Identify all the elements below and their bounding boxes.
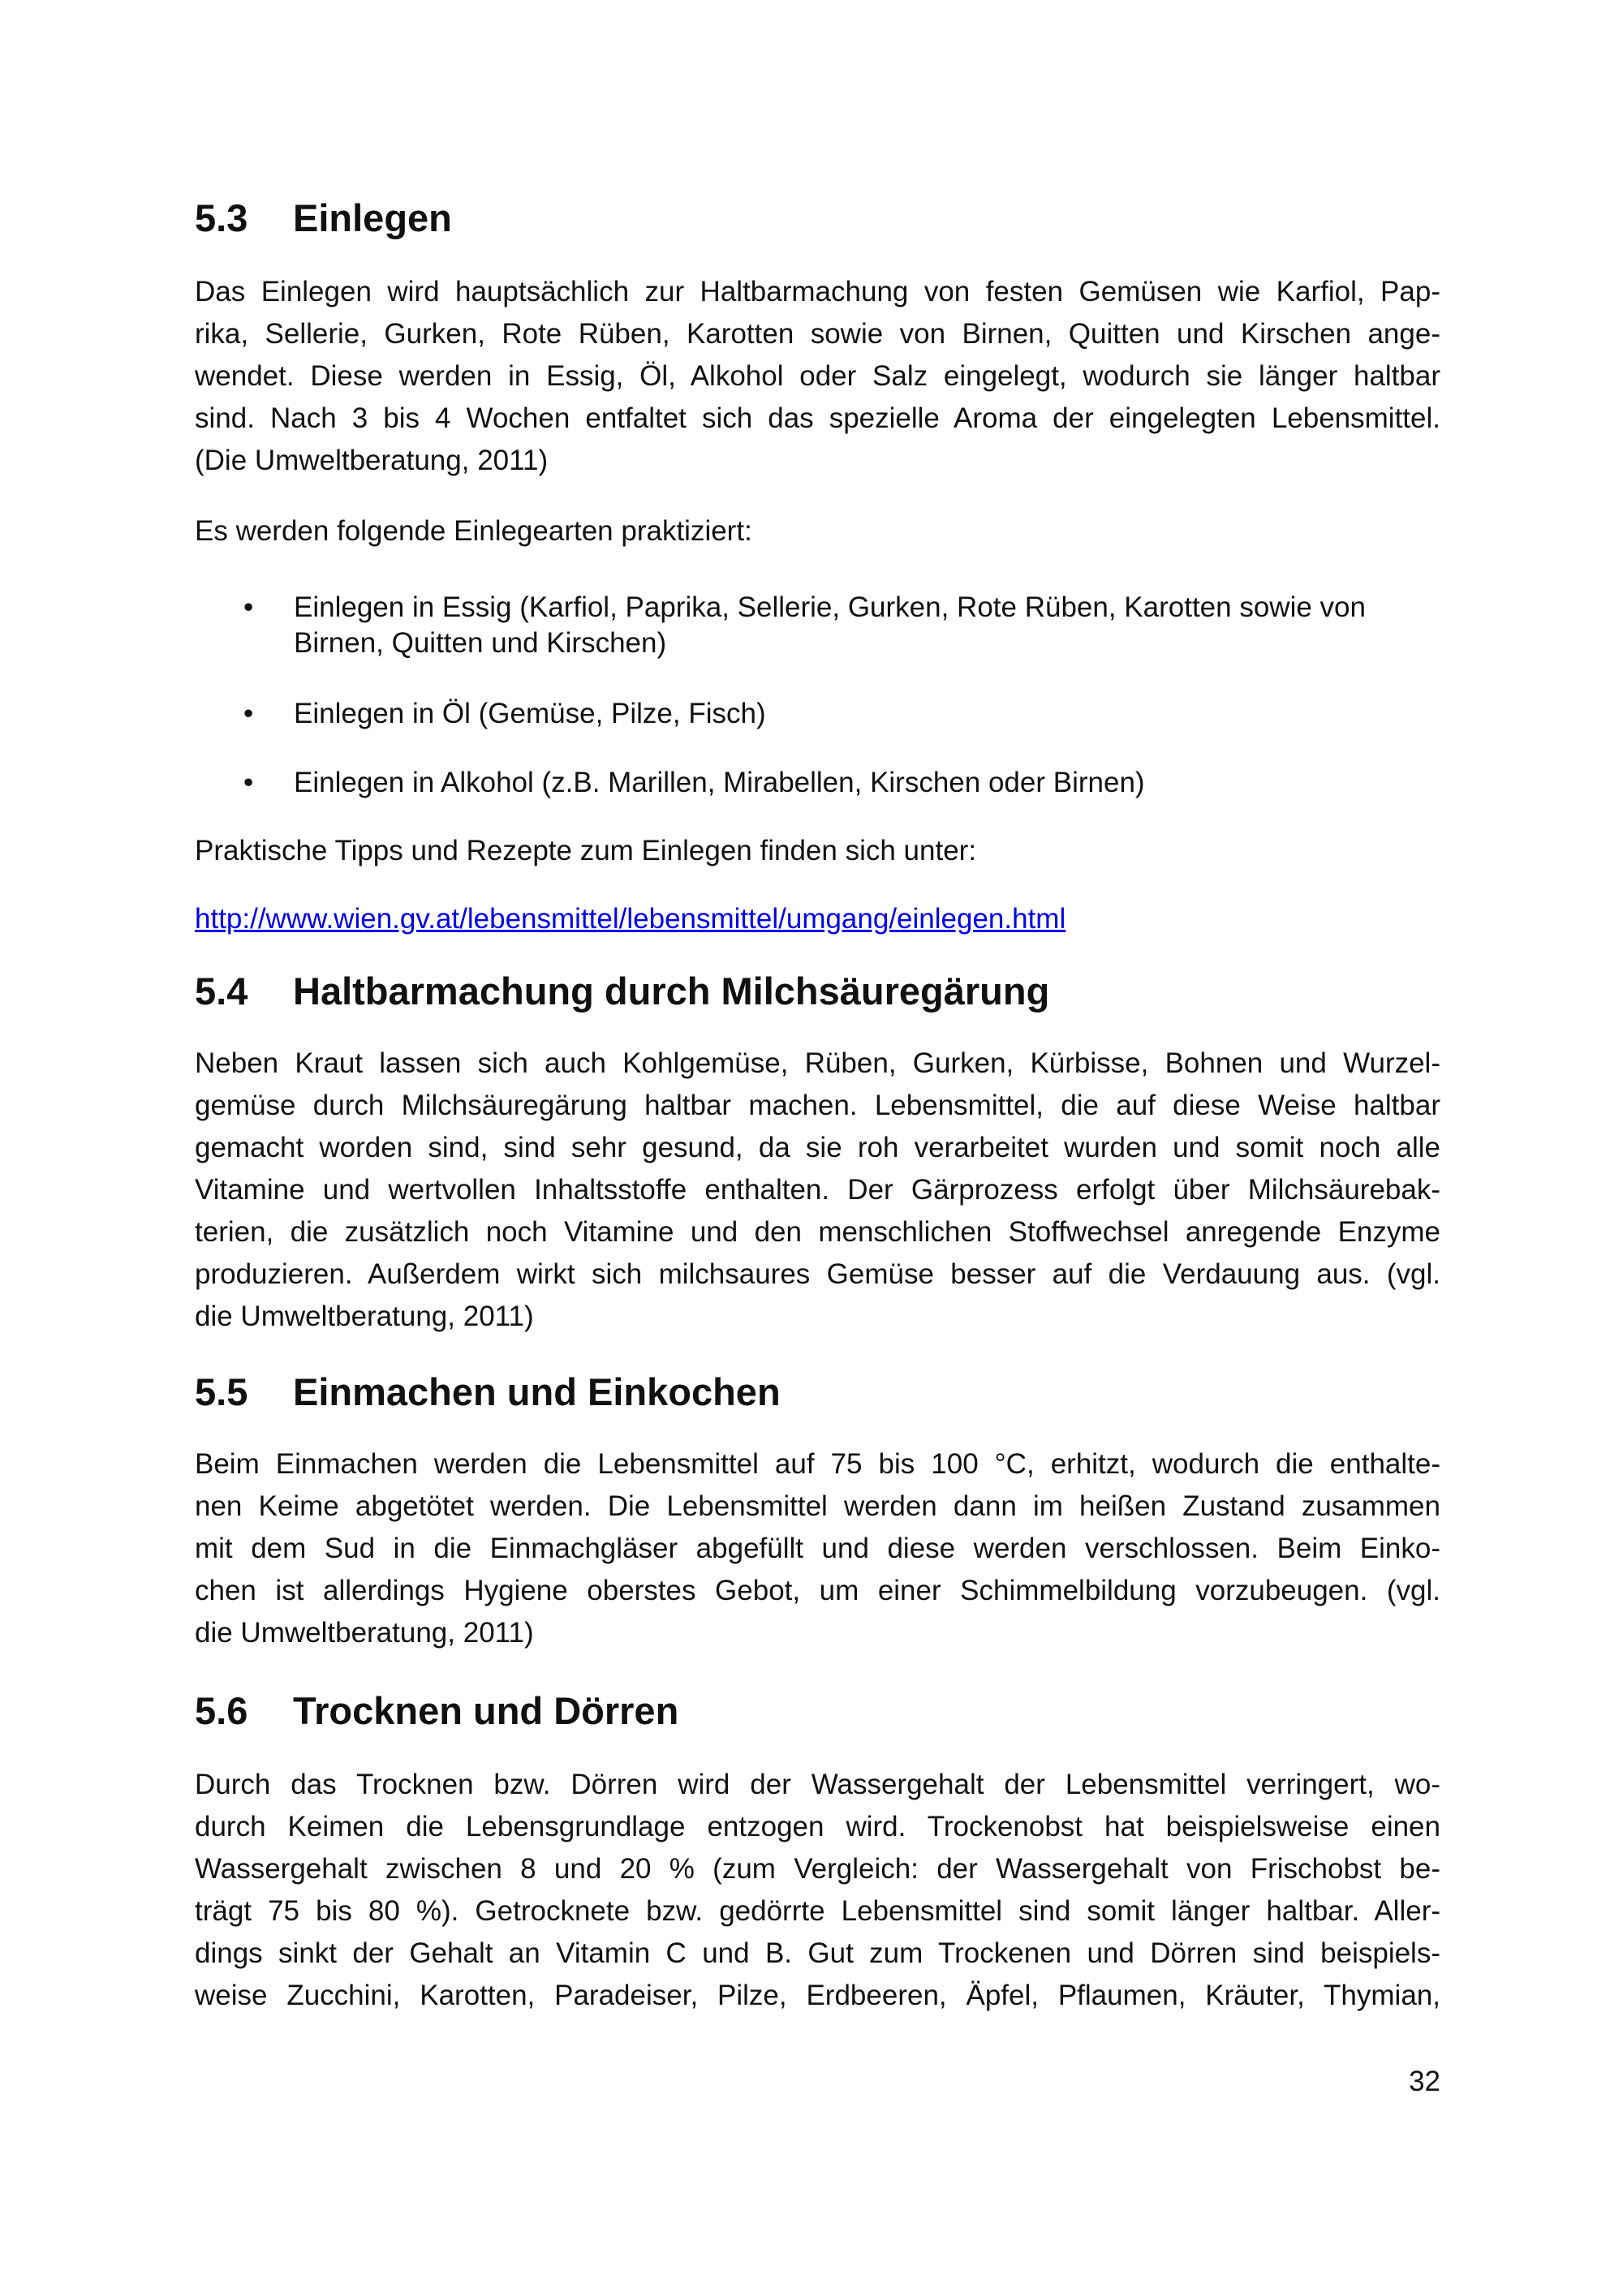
paragraph [195, 1443, 1440, 1654]
paragraph [195, 1043, 1440, 1338]
paragraph-line: gemüse durch Milchsäuregärung haltbar machen. Lebensmittel, die auf diese Weise haltbar [195, 1090, 1440, 1121]
paragraph-line: sind. Nach 3 bis 4 Wochen entfaltet sich das spezielle Aroma der eingelegten Lebensmittel. [195, 402, 1440, 434]
paragraph-line: dings sinkt der Gehalt an Vitamin C und B. Gut zum Trockenen und Dörren sind beispiels- [195, 1937, 1440, 1969]
einlegen-link[interactable]: http://www.wien.gv.at/lebensmittel/lebensmittel/umgang/einlegen.html [195, 903, 1066, 935]
paragraph-line: durch Keimen die Lebensgrundlage entzogen wird. Trockenobst hat beispielsweise einen [195, 1811, 1440, 1842]
paragraph-line: die Umweltberatung, 2011) [195, 1617, 534, 1649]
paragraph-line: weise Zucchini, Karotten, Paradeiser, Pilze, Erdbeeren, Äpfel, Pflaumen, Kräuter, Thymian, [195, 1980, 1440, 2011]
bullet-icon: • [243, 591, 254, 623]
tips-text: Praktische Tipps und Rezepte zum Einlegen finden sich unter: [195, 835, 977, 866]
paragraph-line: Durch das Trocknen bzw. Dörren wird der Wassergehalt der Lebensmittel verringert, wo- [195, 1769, 1440, 1800]
paragraph [195, 271, 1440, 482]
list-item: Einlegen in Alkohol (z.B. Marillen, Mirabellen, Kirschen oder Birnen) [294, 767, 1145, 798]
paragraph-line: Beim Einmachen werden die Lebensmittel auf 75 bis 100 °C, erhitzt, wodurch die enthalte- [195, 1448, 1440, 1480]
list-item: Einlegen in Essig (Karfiol, Paprika, Sellerie, Gurken, Rote Rüben, Karotten sowie von Birnen, Quitten und Kirschen) [294, 591, 1366, 659]
heading-5-5: 5.5 Einmachen und Einkochen [195, 1370, 781, 1413]
paragraph-line: rika, Sellerie, Gurken, Rote Rüben, Karotten sowie von Birnen, Quitten und Kirschen ange- [195, 318, 1440, 350]
paragraph-line: Neben Kraut lassen sich auch Kohlgemüse, Rüben, Gurken, Kürbisse, Bohnen und Wurzel- [195, 1047, 1440, 1079]
paragraph-line: die Umweltberatung, 2011) [195, 1301, 534, 1332]
paragraph-line: (Die Umweltberatung, 2011) [195, 445, 549, 476]
paragraph-line: wendet. Diese werden in Essig, Öl, Alkohol oder Salz eingelegt, wodurch sie länger haltbar [195, 360, 1440, 392]
list-intro: Es werden folgende Einlegearten praktiziert: [195, 515, 752, 547]
heading-5-6: 5.6 Trocknen und Dörren [195, 1689, 679, 1732]
paragraph-line: Wassergehalt zwischen 8 und 20 % (zum Vergleich: der Wassergehalt von Frischobst be- [195, 1853, 1440, 1885]
paragraph-line: trägt 75 bis 80 %). Getrocknete bzw. gedörrte Lebensmittel sind somit länger haltbar. Aller- [195, 1895, 1440, 1927]
paragraph-line: mit dem Sud in die Einmachgläser abgefüllt und diese werden verschlossen. Beim Einko- [195, 1533, 1440, 1564]
heading-5-3: 5.3 Einlegen [195, 196, 452, 239]
paragraph-line: Das Einlegen wird hauptsächlich zur Haltbarmachung von festen Gemüsen wie Karfiol, Pap- [195, 276, 1440, 307]
paragraph-line: nen Keime abgetötet werden. Die Lebensmittel werden dann im heißen Zustand zusammen [195, 1490, 1440, 1522]
paragraph-line: chen ist allerdings Hygiene oberstes Gebot, um einer Schimmelbildung vorzubeugen. (vgl. [195, 1575, 1440, 1606]
bullet-icon: • [243, 698, 254, 729]
heading-5-4: 5.4 Haltbarmachung durch Milchsäuregärung [195, 970, 1050, 1013]
paragraph-line: gemacht worden sind, sind sehr gesund, da sie roh verarbeitet wurden und somit noch alle [195, 1132, 1440, 1163]
paragraph-line: terien, die zusätzlich noch Vitamine und den menschlichen Stoffwechsel anregende Enzyme [195, 1216, 1440, 1248]
paragraph-line: Vitamine und wertvollen Inhaltsstoffe enthalten. Der Gärprozess erfolgt über Milchsäurebak- [195, 1174, 1440, 1206]
bullet-icon: • [243, 767, 254, 798]
paragraph-line: produzieren. Außerdem wirkt sich milchsaures Gemüse besser auf die Verdauung aus. (vgl. [195, 1258, 1440, 1290]
list-item: Einlegen in Öl (Gemüse, Pilze, Fisch) [294, 698, 766, 729]
paragraph [195, 1764, 1440, 2017]
page-number: 32 [1409, 2066, 1440, 2097]
